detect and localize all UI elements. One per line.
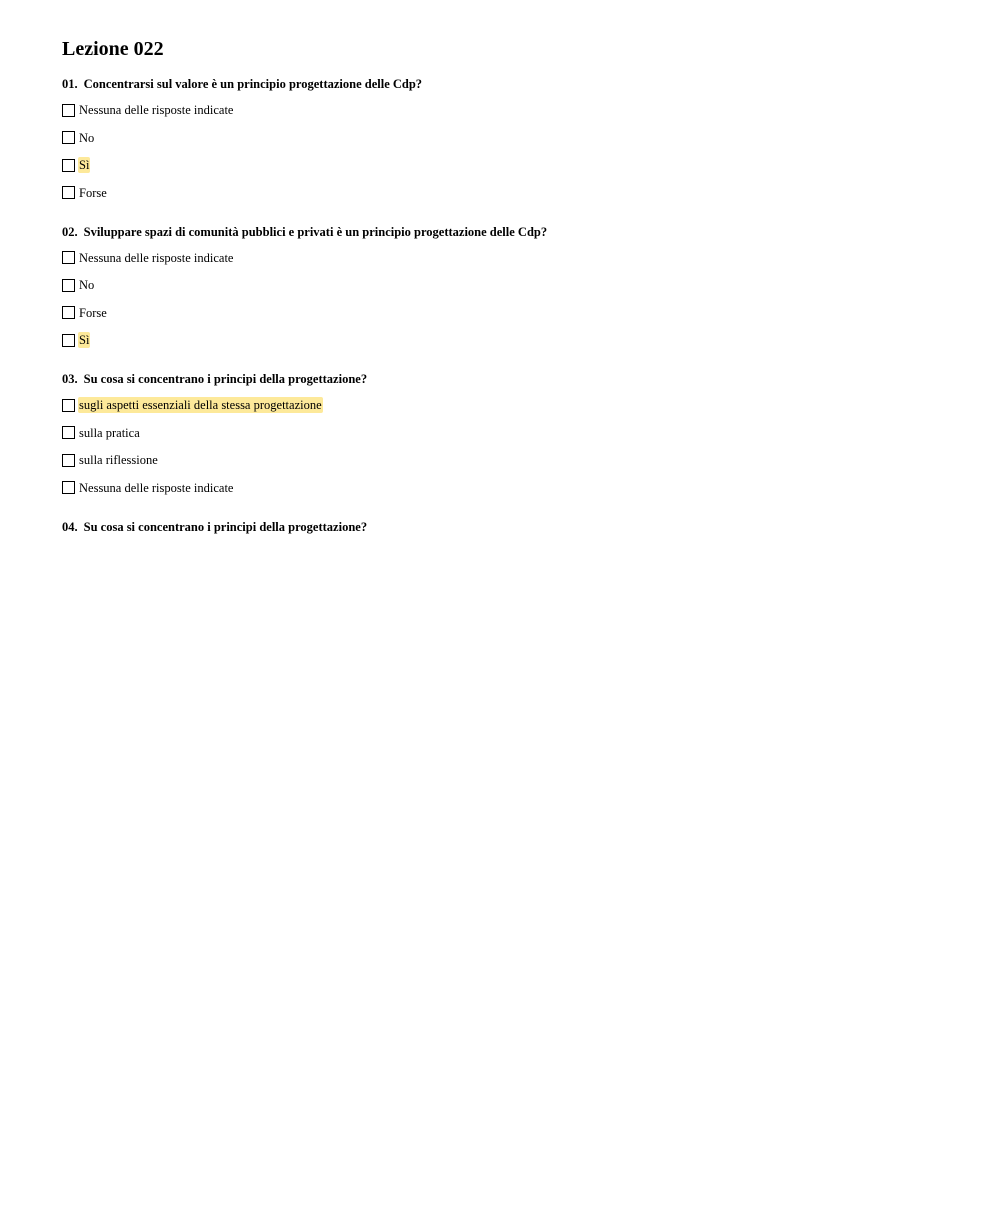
question-text [62,370,962,388]
answer-option[interactable] [62,157,962,173]
checkbox[interactable] [62,131,75,144]
question-prompt: Su cosa si concentrano i principi della progettazione? [83,519,368,534]
question-text [62,75,962,93]
answer-label: Forse [79,305,107,320]
checkbox[interactable] [62,306,75,319]
checkbox[interactable] [62,279,75,292]
page-title: Lezione 022 [62,38,164,60]
answer-label: Nessuna delle risposte indicate [79,250,234,265]
checkbox[interactable] [62,426,75,439]
answer-option[interactable] [62,332,962,348]
question-03 [62,370,962,496]
checkbox[interactable] [62,481,75,494]
answer-option[interactable] [62,185,962,201]
answer-option[interactable] [62,305,962,321]
answer-label: Nessuna delle risposte indicate [79,103,234,117]
answer-option[interactable] [62,425,962,441]
question-01 [62,75,962,201]
question-prompt: Concentrarsi sul valore è un principio progettazione delle Cdp? [83,77,423,91]
checkbox[interactable] [62,454,75,467]
document-page [62,35,962,536]
question-number: 01. [62,77,78,91]
answer-label: sulla pratica [79,425,140,440]
answer-option[interactable] [62,452,962,468]
answer-label-highlighted: Sì [79,333,90,347]
answer-option[interactable] [62,102,962,118]
answer-option[interactable] [62,130,962,146]
question-02 [62,223,962,349]
answer-label: No [79,278,95,292]
answer-label: No [79,130,95,145]
checkbox[interactable] [62,159,75,172]
question-prompt: Sviluppare spazi di comunità pubblici e privati è un principio progettazione delle Cdp? [83,224,548,239]
question-number: 02. [62,224,78,239]
question-number: 04. [62,519,78,534]
checkbox[interactable] [62,104,75,117]
question-text [62,518,962,536]
answer-label: Nessuna delle risposte indicate [79,480,234,495]
question-04 [62,518,962,536]
checkbox[interactable] [62,251,75,264]
answer-option[interactable] [62,480,962,496]
checkbox[interactable] [62,399,75,412]
question-prompt: Su cosa si concentrano i principi della progettazione? [83,372,368,386]
checkbox[interactable] [62,186,75,199]
question-text [62,223,962,241]
answer-label: sulla riflessione [79,453,158,467]
answer-option[interactable] [62,250,962,266]
checkbox[interactable] [62,334,75,347]
answer-label-highlighted: sugli aspetti essenziali della stessa progettazione [79,398,322,412]
answer-option[interactable] [62,397,962,413]
question-number: 03. [62,372,78,386]
answer-label-highlighted: Sì [79,158,90,172]
answer-label: Forse [79,185,107,200]
answer-option[interactable] [62,277,962,293]
